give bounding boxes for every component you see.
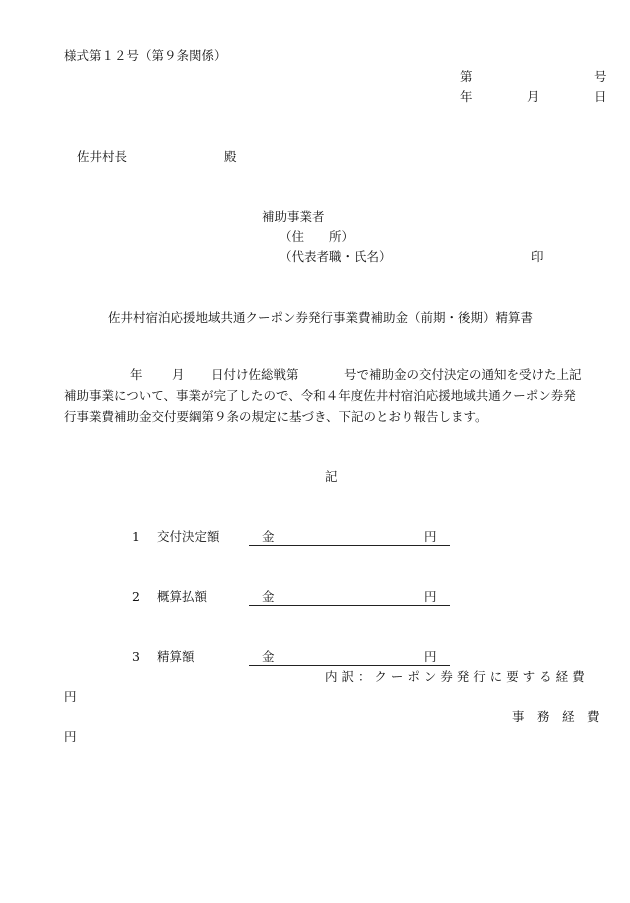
amount-underline [249, 545, 450, 546]
amount-underline [249, 665, 450, 666]
applicant-label: 補助事業者 [262, 209, 325, 224]
item-yen: 円 [424, 649, 437, 664]
seal-mark: 印 [531, 249, 544, 264]
ki-heading: 記 [325, 469, 338, 484]
body-nen: 年 [130, 367, 143, 382]
item-yen: 円 [424, 589, 437, 604]
item-number: 3 [132, 649, 140, 664]
date-day: 日 [594, 89, 607, 104]
item-label: 概算払額 [157, 589, 208, 604]
item-kin: 金 [262, 589, 275, 604]
item-number: 1 [132, 529, 140, 544]
body-line-2: 補助事業について、事業が完了したので、令和４年度佐井村宿泊応援地域共通クーポン券発 [64, 388, 576, 403]
applicant-rep-label: （代表者職・氏名） [279, 249, 392, 264]
body-ref-rest: 号で補助金の交付決定の通知を受けた上記 [344, 367, 582, 382]
addressee-name: 佐井村長 [77, 149, 128, 164]
date-year: 年 [460, 89, 473, 104]
applicant-address-label: （住 所） [279, 229, 355, 244]
addressee-honorific: 殿 [224, 149, 237, 164]
body-ref-prefix: 日付け佐総戦第 [211, 367, 299, 382]
item-label: 交付決定額 [157, 529, 220, 544]
document-title: 佐井村宿泊応援地域共通クーポン券発行事業費補助金（前期・後期）精算書 [108, 310, 534, 325]
body-tsuki: 月 [172, 367, 185, 382]
breakdown-yen-1: 円 [64, 689, 77, 704]
item-kin: 金 [262, 529, 275, 544]
item-label: 精算額 [157, 649, 195, 664]
form-number: 様式第１２号（第９条関係） [64, 48, 227, 63]
body-line-3: 行事業費補助金交付要綱第９条の規定に基づき、下記のとおり報告します。 [64, 409, 488, 424]
item-kin: 金 [262, 649, 275, 664]
breakdown-label: 内 訳 ： ク ー ポ ン 券 発 行 に 要 す る 経 費 [325, 669, 585, 684]
amount-underline [249, 605, 450, 606]
ref-go: 号 [594, 69, 607, 84]
breakdown-yen-2: 円 [64, 729, 77, 744]
date-month: 月 [527, 89, 540, 104]
expense-label: 事 務 経 費 [512, 709, 600, 724]
item-yen: 円 [424, 529, 437, 544]
item-number: 2 [132, 589, 140, 604]
ref-dai: 第 [460, 69, 473, 84]
